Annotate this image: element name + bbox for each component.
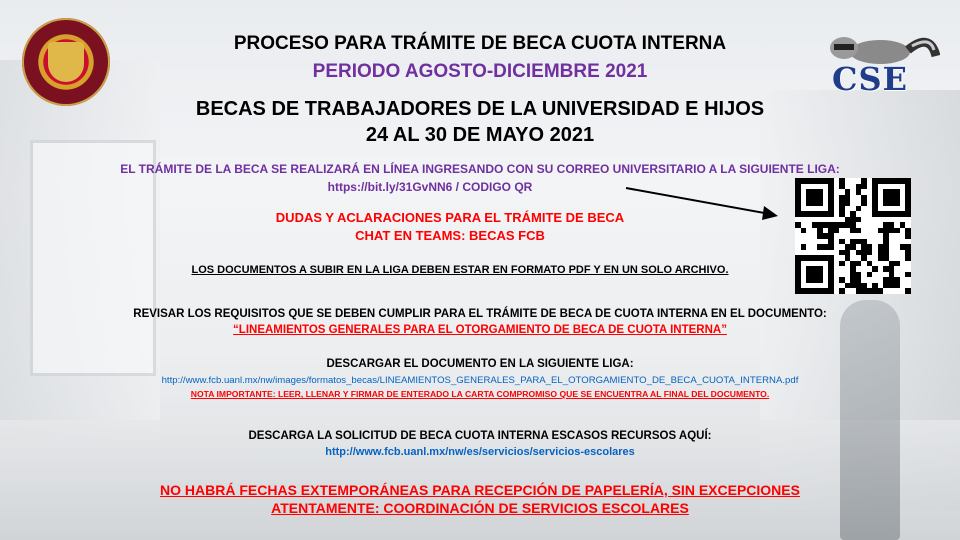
help-line-2: CHAT EN TEAMS: BECAS FCB [355,228,545,243]
page-title: PROCESO PARA TRÁMITE DE BECA CUOTA INTERNA [233,33,727,54]
dates-heading: 24 AL 30 DE MAYO 2021 [365,124,595,146]
download-label: DESCARGAR EL DOCUMENTO EN LA SIGUIENTE LIGA: [326,358,634,370]
guidelines-document-title: “LINEAMIENTOS GENERALES PARA EL OTORGAMIENTO DE BECA DE CUOTA INTERNA” [233,324,727,336]
registration-link[interactable]: https://bit.ly/31GvNN6 / CODIGO QR [327,180,533,194]
period-heading: PERIODO AGOSTO-DICIEMBRE 2021 [312,61,648,82]
online-instructions: EL TRÁMITE DE LA BECA SE REALIZARÁ EN LÍNEA INGRESANDO CON SU CORREO UNIVERSITARIO A LA SIGUIENTE LIGA: [120,162,840,176]
request-form-link[interactable]: http://www.fcb.uanl.mx/nw/es/servicios/servicios-escolares [325,446,635,458]
signature-line: ATENTAMENTE: COORDINACIÓN DE SERVICIOS ESCOLARES [271,500,689,516]
documents-note: LOS DOCUMENTOS A SUBIR EN LA LIGA DEBEN ESTAR EN FORMATO PDF Y EN UN SOLO ARCHIVO. [191,264,729,276]
no-late-submission-notice: NO HABRÁ FECHAS EXTEMPORÁNEAS PARA RECEPCIÓN DE PAPELERÍA, SIN EXCEPCIONES [160,482,800,498]
important-note: NOTA IMPORTANTE: LEER, LLENAR Y FIRMAR DE ENTERADO LA CARTA COMPROMISO QUE SE ENCUENTRA AL FINAL DEL DOCUMENTO. [190,389,770,399]
qr-code[interactable] [795,178,911,294]
guidelines-pdf-link[interactable]: http://www.fcb.uanl.mx/nw/images/formatos_becas/LINEAMIENTOS_GENERALES_PARA_EL_OTORGAMIENTO_DE_BECA_CUOTA_INTERNA.pdf [161,375,799,386]
help-line-1: DUDAS Y ACLARACIONES PARA EL TRÁMITE DE BECA [275,210,625,225]
request-label: DESCARGA LA SOLICITUD DE BECA CUOTA INTERNA ESCASOS RECURSOS AQUÍ: [248,430,712,442]
requirements-instructions: REVISAR LOS REQUISITOS QUE SE DEBEN CUMPLIR PARA EL TRÁMITE DE BECA DE CUOTA INTERNA EN EL DOCUMENTO: [133,308,827,320]
subtitle-heading: BECAS DE TRABAJADORES DE LA UNIVERSIDAD E HIJOS [195,98,765,120]
cse-logo: CSE [820,28,940,98]
